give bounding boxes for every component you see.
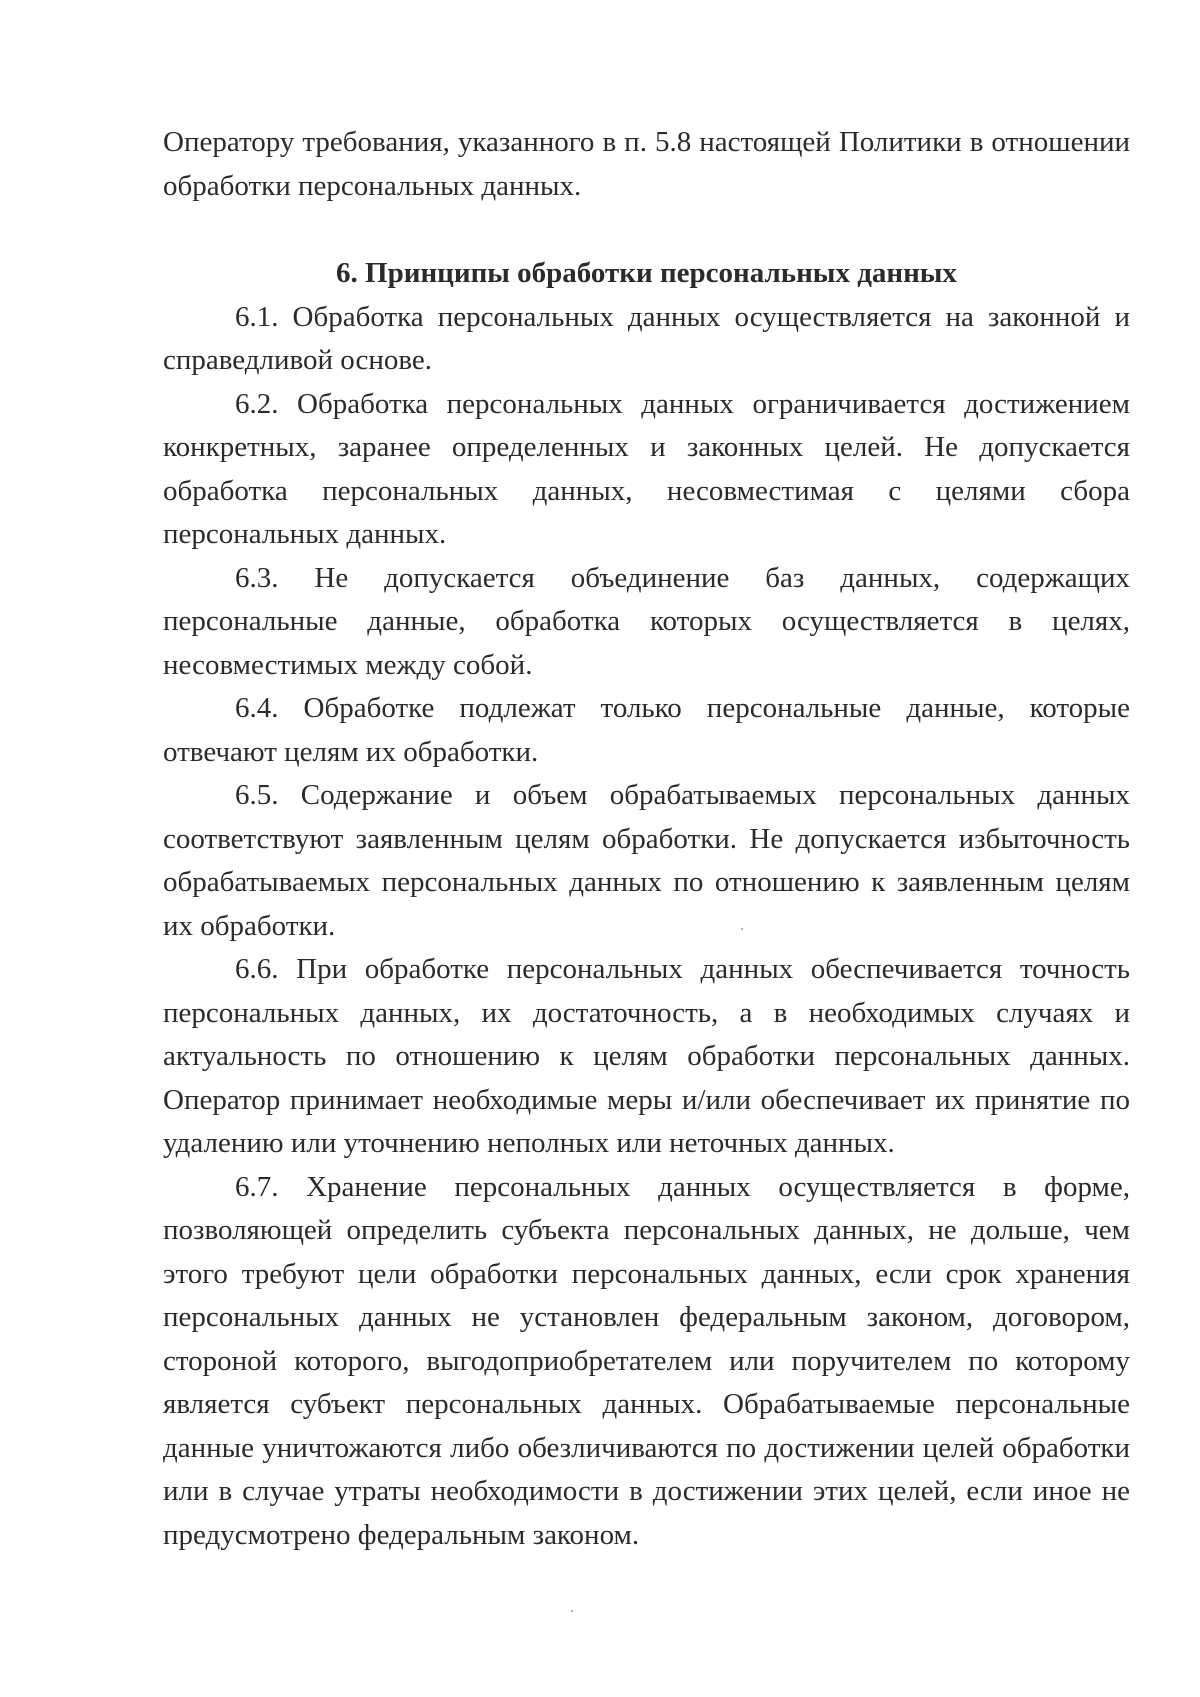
- document-page: [163, 121, 1130, 1557]
- lead-paragraph: Оператору требования, указанного в п. 5.8 настоящей Политики в отношении обработки персональных данных.: [163, 126, 1130, 202]
- scan-speck: [741, 928, 743, 930]
- paragraph-6-6: 6.6. При обработке персональных данных обеспечивается точность персональных данных, их достаточность, а в необходимых случаях и актуальность по отношению к целям обработки персональных данных. Оператор принимает необходимые меры и/или обеспечивает их принятие по удалению или уточнению неполных или неточных данных.: [163, 953, 1130, 1159]
- paragraph-6-1: 6.1. Обработка персональных данных осуществляется на законной и справедливой основе.: [163, 300, 1130, 376]
- paragraph-6-7: 6.7. Хранение персональных данных осуществляется в форме, позволяющей определить субъекта персональных данных, не дольше, чем этого требуют цели обработки персональных данных, если срок хранения персональных данных не установлен федеральным законом, договором, стороной которого, выгодоприобретателем или поручителем по которому является субъект персональных данных. Обрабатываемые персональные данные уничтожаются либо обезличиваются по достижении целей обработки или в случае утраты необходимости в достижении этих целей, если иное не предусмотрено федеральным законом.: [163, 1170, 1130, 1551]
- paragraph-6-2: 6.2. Обработка персональных данных ограничивается достижением конкретных, заранее определенных и законных целей. Не допускается обработка персональных данных, несовместимая с целями сбора персональных данных.: [163, 387, 1130, 550]
- paragraph-6-3: 6.3. Не допускается объединение баз данных, содержащих персональные данные, обработка которых осуществляется в целях, несовместимых между собой.: [163, 561, 1130, 681]
- paragraph-6-5: 6.5. Содержание и объем обрабатываемых персональных данных соответствуют заявленным целям обработки. Не допускается избыточность обрабатываемых персональных данных по отношению к заявленным целям их обработки.: [163, 779, 1130, 942]
- section-heading: 6. Принципы обработки персональных данных: [336, 257, 957, 289]
- scan-speck: [571, 1610, 573, 1612]
- paragraph-6-4: 6.4. Обработке подлежат только персональные данные, которые отвечают целям их обработки.: [163, 692, 1130, 768]
